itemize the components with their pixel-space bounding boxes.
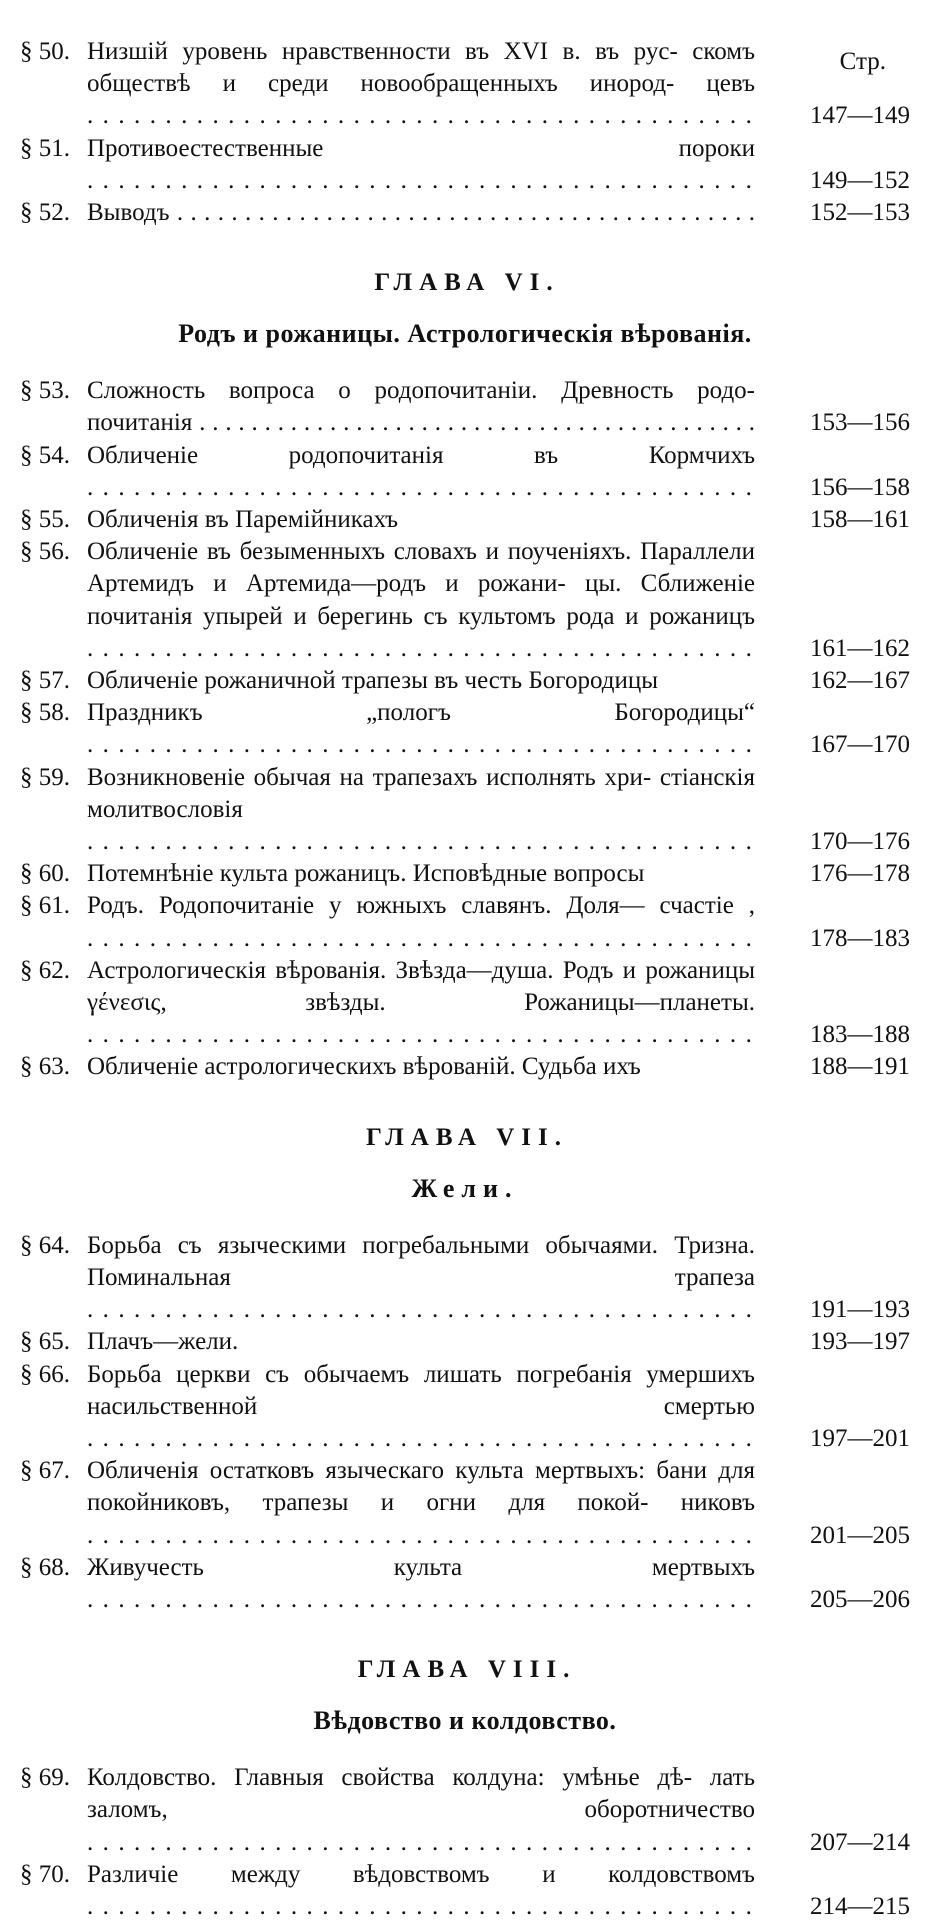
- entry-title: [87, 1552, 755, 1616]
- entry-title: [87, 1230, 755, 1327]
- toc-entry: [20, 133, 910, 197]
- toc-entry: [20, 955, 910, 1052]
- entry-line: Тризна. Поминальная трапеза: [87, 1231, 755, 1291]
- entry-title: [87, 1359, 755, 1456]
- entry-pages: 162—167: [810, 667, 910, 695]
- entry-line: Противоестественные пороки: [87, 134, 755, 162]
- entry-pages: 191—193: [810, 1296, 910, 1324]
- page-column-label: Стр.: [839, 48, 886, 75]
- entry-line: Праздникъ „пологъ Богородицы“: [87, 699, 755, 727]
- entry-title: [87, 858, 755, 890]
- toc-entry: [20, 1326, 910, 1358]
- entries-chapter-8: [20, 1762, 910, 1923]
- toc-entry: [20, 36, 910, 133]
- entry-pages: 214—215: [810, 1892, 910, 1920]
- entry-line: Различіе между вѣдовствомъ и колдовствомъ: [87, 1860, 755, 1888]
- entries-chapter-6: [20, 375, 910, 1083]
- entry-title: [87, 36, 755, 133]
- entry-pages: 205—206: [810, 1585, 910, 1613]
- entry-line: умершихъ насильственной смертью: [87, 1360, 755, 1420]
- entry-title: [87, 1762, 755, 1859]
- chapter-heading: ГЛАВА VII.: [366, 1123, 568, 1151]
- entry-line: Обличенія остатковъ языческаго культа мертвыхъ:: [87, 1457, 646, 1485]
- entry-title: [87, 504, 755, 536]
- entry-title: [87, 1051, 755, 1083]
- entry-title: [87, 697, 755, 761]
- toc-entry: [20, 1455, 910, 1552]
- entry-number: § 57.: [20, 667, 70, 695]
- entry-line: Астрологическія вѣрованія. Звѣзда—душа. Родъ и: [87, 956, 637, 984]
- chapter-heading: ГЛАВА VIII.: [357, 1656, 577, 1684]
- toc-entry: [20, 1359, 910, 1456]
- entry-pages: 156—158: [810, 473, 910, 501]
- entry-title: [87, 375, 755, 439]
- toc-entry: [20, 1859, 910, 1923]
- entry-pages: 158—161: [810, 506, 910, 534]
- entry-number: § 54.: [20, 441, 70, 469]
- entry-number: § 53.: [20, 377, 70, 405]
- toc-entry: [20, 375, 910, 439]
- entry-pages: 152—153: [810, 199, 910, 227]
- chapter-heading: ГЛАВА VI.: [374, 269, 560, 297]
- toc-entry: [20, 858, 910, 890]
- entry-pages: 147—149: [810, 102, 910, 130]
- toc-entry: [20, 1051, 910, 1083]
- entry-pages: 193—197: [810, 1328, 910, 1356]
- toc-entry: [20, 697, 910, 761]
- entry-title: [87, 440, 755, 504]
- entry-pages: 183—188: [810, 1021, 910, 1049]
- entry-pages: 153—156: [810, 409, 910, 437]
- entry-line: Обличеніе родопочитанія въ Кормчихъ: [87, 441, 755, 469]
- entry-number: § 55.: [20, 506, 70, 534]
- toc-entry: [20, 665, 910, 697]
- entry-number: § 63.: [20, 1053, 70, 1081]
- entry-number: § 52.: [20, 199, 70, 227]
- toc-entry: [20, 890, 910, 954]
- entry-title: [87, 536, 755, 665]
- entry-line: Потемнѣніе культа рожаницъ. Исповѣдные вопросы: [87, 860, 645, 888]
- entry-line: Низшій уровень нравственности въ XVI в. въ рус-: [87, 38, 678, 65]
- entry-number: § 51.: [20, 134, 70, 162]
- toc-entry: [20, 1762, 910, 1859]
- entry-pages: 149—152: [810, 166, 910, 194]
- entry-title: [87, 1326, 755, 1358]
- toc-entry: [20, 762, 910, 859]
- chapter-title: Вѣдовство и колдовство.: [313, 1706, 617, 1736]
- entry-pages: 188—191: [810, 1053, 910, 1081]
- entry-line: Возникновеніе обычая на трапезахъ исполнять хри-: [87, 763, 652, 791]
- entry-title: [87, 1455, 755, 1552]
- entry-number: § 67.: [20, 1457, 70, 1485]
- entry-line: Сложность вопроса о родопочитаніи. Древность родо-: [87, 377, 755, 405]
- toc-page: [0, 36, 938, 1920]
- entry-pages: 197—201: [810, 1424, 910, 1452]
- entry-line: Параллели Артемидъ и Артемида—родъ и рожани-: [87, 538, 755, 598]
- entry-line: лать заломъ, оборотничество: [87, 1764, 755, 1824]
- entry-pages: 170—176: [810, 828, 910, 856]
- toc-entry: [20, 536, 910, 665]
- entry-number: § 66.: [20, 1360, 70, 1388]
- entry-line: скомъ обществѣ и среди новообращенныхъ инород-: [87, 38, 755, 98]
- entries-top: [20, 36, 910, 229]
- entry-pages: 207—214: [810, 1828, 910, 1856]
- entry-title: [87, 1859, 755, 1923]
- entry-number: § 60.: [20, 860, 70, 888]
- entry-pages: 167—170: [810, 731, 910, 759]
- entry-line: стіанскія молитвословія: [87, 763, 755, 823]
- entry-title: [87, 197, 755, 229]
- entry-line: Колдовство. Главныя свойства колдуна: умѣнье дѣ-: [87, 1764, 693, 1792]
- entry-line: Родъ. Родопочитаніе у южныхъ славянъ. Доля—: [87, 892, 645, 920]
- entry-line: Обличенія въ Паремійникахъ: [87, 506, 399, 534]
- entry-line: почитанія: [87, 409, 193, 437]
- entry-number: § 70.: [20, 1860, 70, 1888]
- entry-pages: 178—183: [810, 924, 910, 952]
- entry-title: [87, 133, 755, 197]
- entry-pages: 161—162: [810, 634, 910, 662]
- entry-line: Борьба съ языческими погребальными обычаями.: [87, 1231, 659, 1259]
- entry-line: Обличеніе въ безыменныхъ словахъ и поученіяхъ.: [87, 538, 632, 566]
- entry-number: § 64.: [20, 1231, 70, 1259]
- toc-entry: [20, 440, 910, 504]
- entry-title: [87, 890, 755, 954]
- entry-line: Плачъ—жели.: [87, 1328, 239, 1356]
- toc-entry: [20, 1230, 910, 1327]
- entry-line: никовъ: [680, 1489, 755, 1517]
- entry-line: бани для покойниковъ, трапезы и огни для покой-: [87, 1457, 755, 1517]
- entry-pages: 176—178: [810, 860, 910, 888]
- entry-title: [87, 762, 755, 859]
- entry-number: § 50.: [20, 38, 70, 65]
- toc-entry: [20, 504, 910, 536]
- entry-number: § 56.: [20, 538, 70, 566]
- entry-line: Обличеніе астрологическихъ вѣрованій. Судьба ихъ: [87, 1053, 641, 1081]
- entry-line: цы. Сближеніе почитанія упырей и берегинь съ: [87, 570, 755, 630]
- entry-line: Живучесть культа мертвыхъ: [87, 1553, 755, 1581]
- entries-chapter-7: [20, 1230, 910, 1616]
- entry-line: Борьба церкви съ обычаемъ лишать погребанія: [87, 1360, 632, 1388]
- toc-entry: [20, 1552, 910, 1616]
- entry-number: § 59.: [20, 763, 70, 791]
- entry-line: Выводъ: [87, 199, 170, 227]
- entry-number: § 58.: [20, 699, 70, 727]
- entry-title: [87, 665, 755, 697]
- entry-pages: 201—205: [810, 1521, 910, 1549]
- chapter-title: Жели.: [411, 1173, 519, 1203]
- entry-line: цевъ: [706, 70, 755, 98]
- entry-number: § 69.: [20, 1764, 70, 1792]
- entry-number: § 62.: [20, 956, 70, 984]
- entry-line: счастіе ,: [659, 892, 755, 920]
- chapter-title: Родъ и рожаницы. Астрологическія вѣрованія.: [178, 319, 752, 349]
- entry-number: § 61.: [20, 892, 70, 920]
- entry-title: [87, 955, 755, 1052]
- entry-number: § 68.: [20, 1553, 70, 1581]
- entry-line: рожаницы γένεσις, звѣзды. Рожаницы—планеты.: [87, 956, 755, 1017]
- toc-entry: [20, 197, 910, 229]
- entry-line: культомъ рода и рожаницъ: [458, 602, 755, 630]
- entry-number: § 65.: [20, 1328, 70, 1356]
- entry-line: Обличеніе рожаничной трапезы въ честь Богородицы: [87, 667, 658, 695]
